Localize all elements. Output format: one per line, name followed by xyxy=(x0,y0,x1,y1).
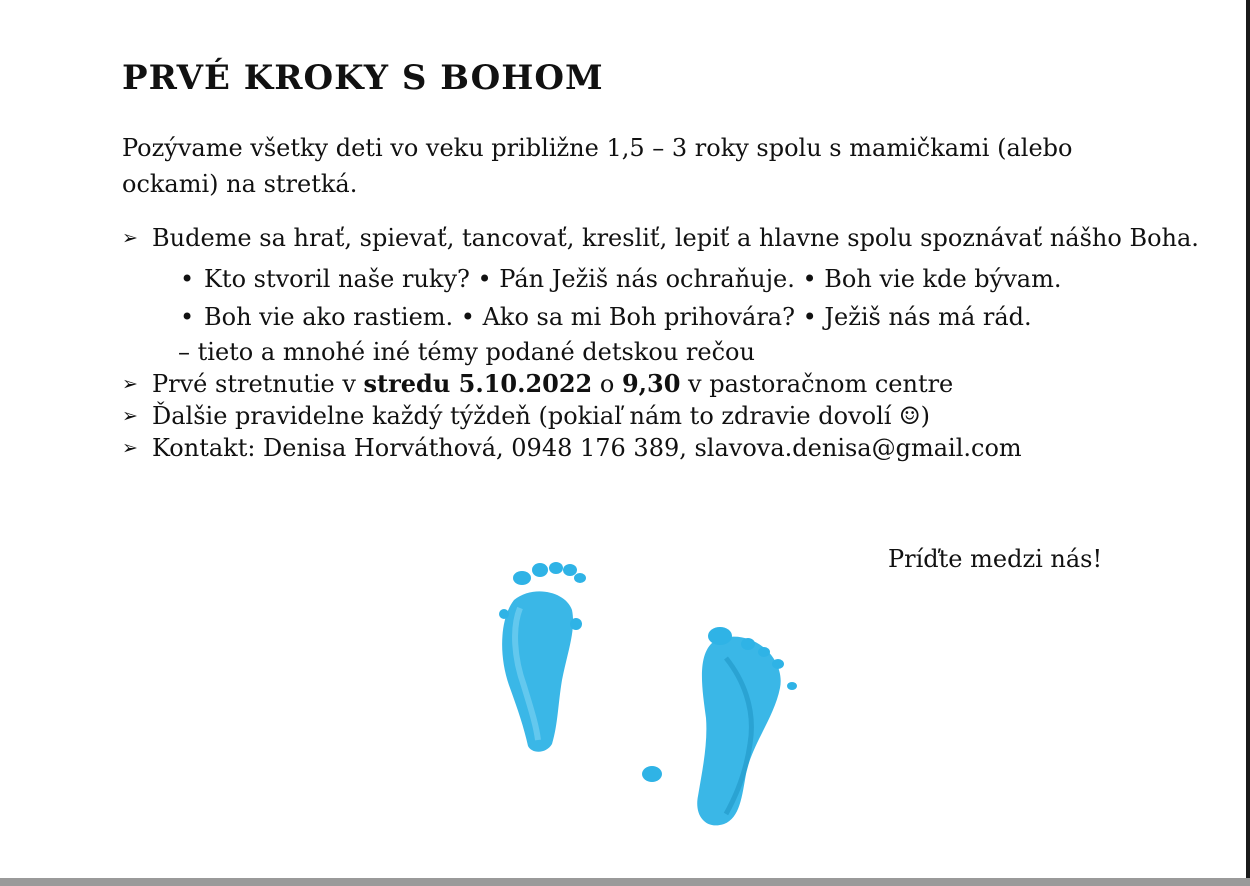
footprints-icon xyxy=(480,548,820,848)
intro-paragraph: Pozývame všetky deti vo veku približne 1,5 – 3 roky spolu s mamičkami (alebo ockami) na stretká. xyxy=(122,134,1073,198)
topics-row-text: Boh vie ako rastiem. • Ako sa mi Boh prihovára? • Ježiš nás má rád. xyxy=(204,303,1032,331)
topics-row-2 xyxy=(152,298,1202,336)
bullet-icon: • xyxy=(180,265,195,293)
topics-list xyxy=(152,260,1202,336)
arrow-bullet-icon: ➢ xyxy=(122,405,138,427)
first-meeting-middle: o xyxy=(592,370,622,398)
schedule-text: Ďalšie pravidelne každý týždeň (pokiaľ nám to zdravie dovolí ☺) xyxy=(152,402,930,430)
topics-note: – tieto a mnohé iné témy podané detskou rečou xyxy=(178,338,755,366)
topics-row-text: Kto stvoril naše ruky? • Pán Ježiš nás ochraňuje. • Boh vie kde bývam. xyxy=(204,265,1062,293)
first-meeting-prefix: Prvé stretnutie v xyxy=(152,370,364,398)
bullet-icon: • xyxy=(180,303,195,331)
activities-text: Budeme sa hrať, spievať, tancovať, kresliť, lepiť a hlavne spolu spoznávať nášho Boha. xyxy=(152,224,1199,252)
topics-row-1 xyxy=(152,260,1202,298)
list-item-activities xyxy=(122,222,1202,368)
first-meeting-time: 9,30 xyxy=(621,369,681,398)
page-edge xyxy=(1246,0,1250,880)
list-item-first-meeting xyxy=(122,368,1202,400)
arrow-bullet-icon: ➢ xyxy=(122,227,138,249)
right-footprint xyxy=(642,627,797,825)
arrow-bullet-icon: ➢ xyxy=(122,373,138,395)
list-item-schedule xyxy=(122,400,1202,432)
arrow-bullet-icon: ➢ xyxy=(122,437,138,459)
first-meeting-day: stredu 5.10.2022 xyxy=(363,369,593,398)
page-title: PRVÉ KROKY S BOHOM xyxy=(122,58,604,98)
list-item-contact xyxy=(122,432,1202,464)
info-list xyxy=(122,222,1202,464)
left-footprint xyxy=(499,562,586,752)
first-meeting-suffix: v pastoračnom centre xyxy=(680,370,954,398)
closing-text: Príďte medzi nás! xyxy=(888,545,1103,573)
bottom-bar xyxy=(0,878,1250,886)
contact-text: Kontakt: Denisa Horváthová, 0948 176 389, slavova.denisa@gmail.com xyxy=(152,434,1022,462)
